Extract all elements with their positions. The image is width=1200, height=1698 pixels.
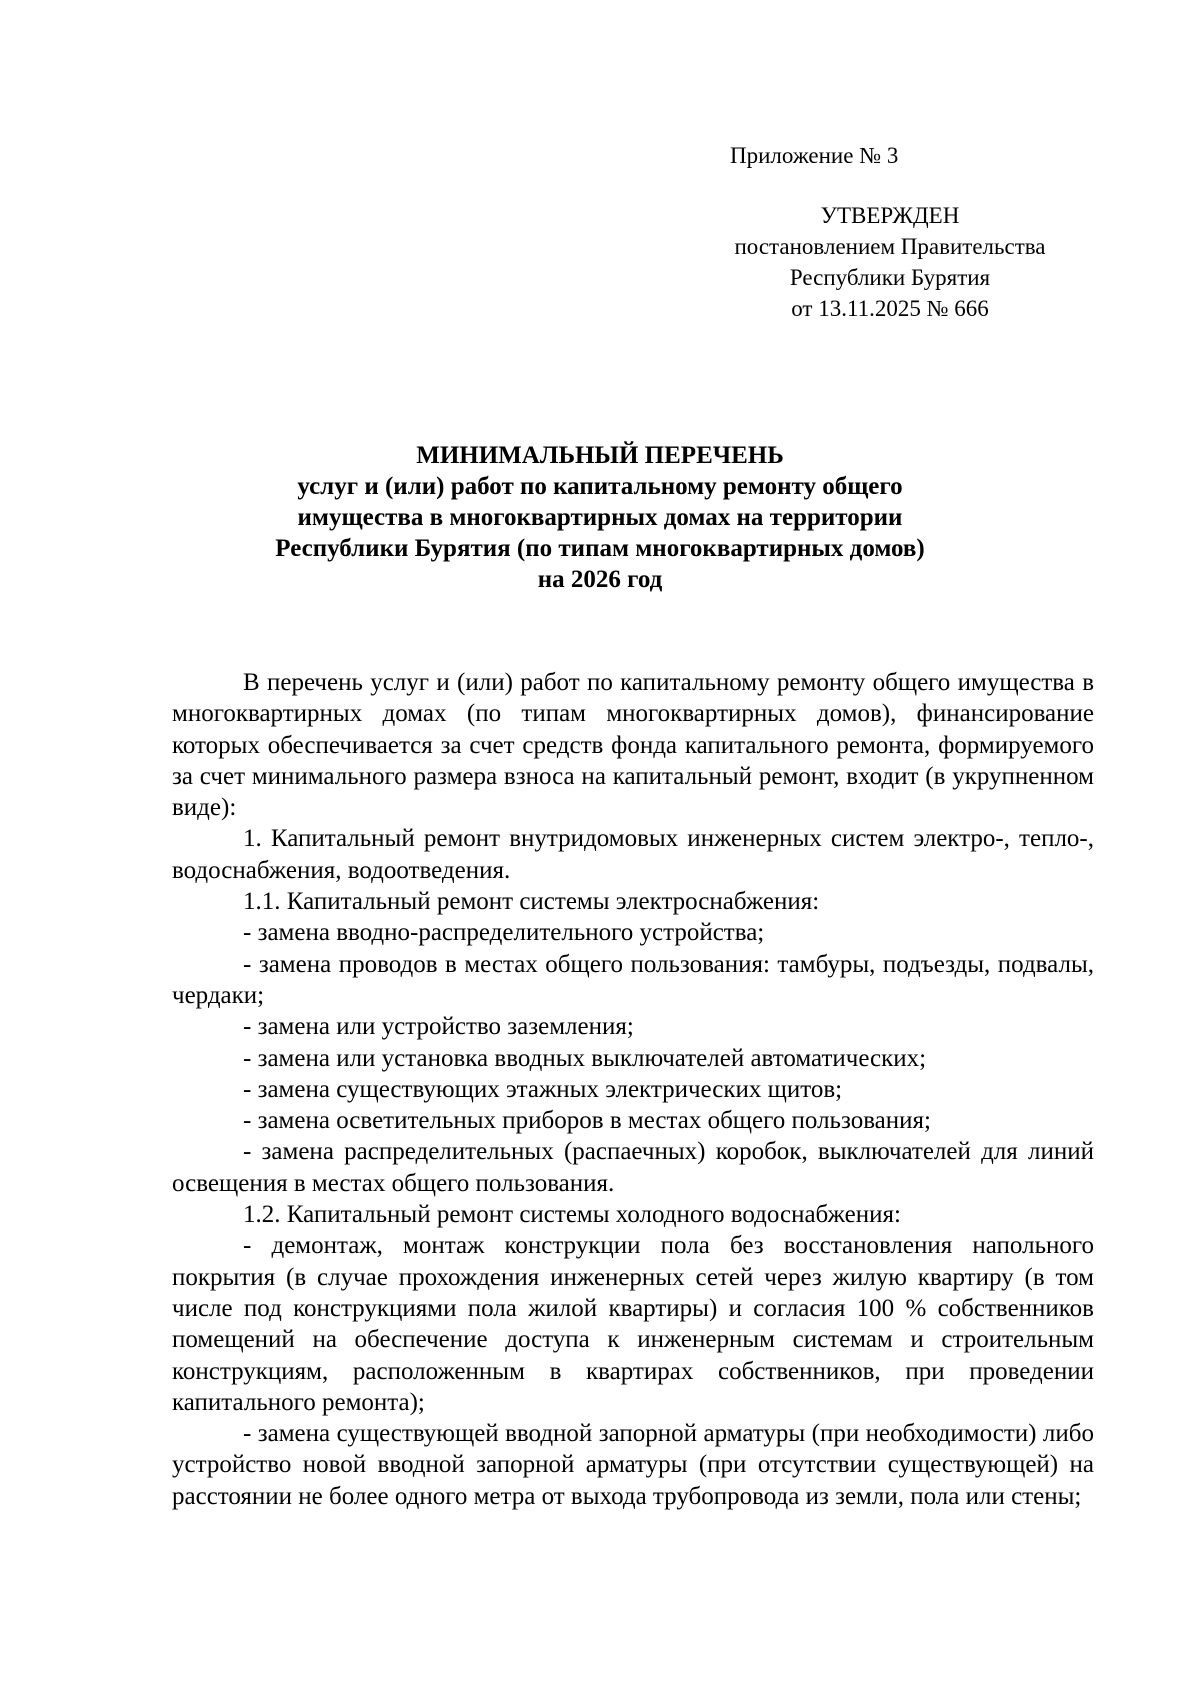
title-line: МИНИМАЛЬНЫЙ ПЕРЕЧЕНЬ [416, 442, 784, 469]
list-item: - замена вводно-распределительного устройства; [243, 919, 765, 947]
approval-line: постановлением Правительства [734, 234, 1046, 259]
section-heading: 1. Капитальный ремонт внутридомовых инженерных систем электро-, тепло-, водоснабжения, водоотведения. [172, 825, 1094, 884]
title-line: имущества в многоквартирных домах на территории [297, 504, 903, 531]
list-item: - замена существующих этажных электрических щитов; [243, 1075, 843, 1103]
list-item: - замена или устройство заземления; [243, 1013, 634, 1041]
subsection-heading: 1.1. Капитальный ремонт системы электроснабжения: [243, 888, 820, 916]
list-item: - замена проводов в местах общего пользования: тамбуры, подъезды, подвалы, чердаки; [172, 950, 1094, 1009]
list-item: - замена существующей вводной запорной арматуры (при необходимости) либо устройство новой вводной запорной арматуры (при отсутствии существующей) на расстоянии не более одного метра от выхода трубопровода из земли, пола или стены; [172, 1420, 1094, 1510]
list-item: - замена осветительных приборов в местах общего пользования; [243, 1107, 931, 1135]
document-title [170, 440, 1030, 595]
title-line: на 2026 год [537, 566, 663, 593]
list-item: - замена распределительных (распаечных) коробок, выключателей для линий освещения в местах общего пользования. [172, 1138, 1094, 1197]
approval-date-line: от 13.11.2025 № 666 [791, 296, 989, 321]
intro-paragraph: В перечень услуг и (или) работ по капитальному ремонту общего имущества в многоквартирных домах (по типам многоквартирных домов), финансирование которых обеспечивается за счет средств фонда капитального ремонта, формируемого за счет минимального размера взноса на капитальный ремонт, входит (в укрупненном виде): [172, 669, 1094, 822]
title-line: Республики Бурятия (по типам многоквартирных домов) [275, 535, 925, 562]
approval-line: УТВЕРЖДЕН [820, 203, 960, 228]
title-line: услуг и (или) работ по капитальному ремонту общего [297, 473, 903, 500]
approval-line: Республики Бурятия [789, 265, 991, 290]
approval-stamp [680, 200, 1100, 324]
list-item: - демонтаж, монтаж конструкции пола без восстановления напольного покрытия (в случае прохождения инженерных сетей через жилую квартиру (в том числе под конструкциями пола жилой квартиры) и согласия 100 % собственников помещений на обеспечение доступа к инженерным системам и строительным конструкциям, расположенным в квартирах собственников, при проведении капитального ремонта); [172, 1232, 1094, 1416]
document-body [172, 667, 1094, 1512]
list-item: - замена или установка вводных выключателей автоматических; [243, 1044, 927, 1072]
subsection-heading: 1.2. Капитальный ремонт системы холодного водоснабжения: [243, 1201, 901, 1229]
appendix-number: Приложение № 3 [730, 143, 899, 168]
